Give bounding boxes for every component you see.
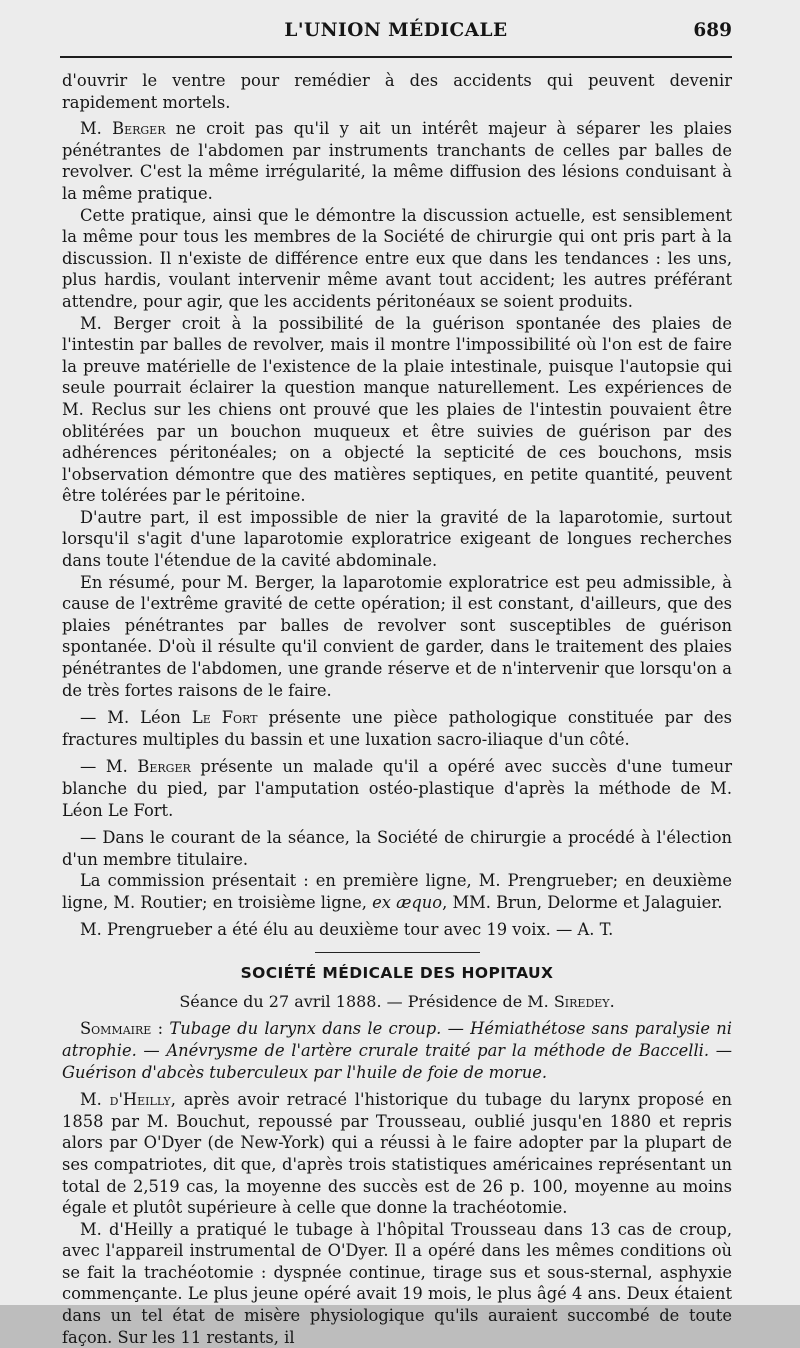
speaker-name: M. Berger <box>80 119 166 139</box>
section-heading: SOCIÉTÉ MÉDICALE DES HOPITAUX <box>240 964 554 983</box>
section-separator <box>315 952 480 953</box>
paragraph-12 <box>62 1089 732 1219</box>
summary-separator: : <box>151 1019 170 1039</box>
article-body <box>62 70 732 1348</box>
paragraph-1: d'ouvrir le ventre pour remédier à des accidents qui peuvent devenir rapidement mortels. <box>62 71 732 112</box>
speaker-name: d'Heilly <box>109 1090 171 1110</box>
president-name: Siredey <box>553 991 610 1011</box>
paragraph-7 <box>62 707 732 750</box>
paragraph-10-text-a: La commission présentait : en première ligne, M. Prengrueber; en deuxième ligne, M. Routier; en troisième ligne, <box>62 871 732 912</box>
speaker-name: Le Fort <box>191 708 258 728</box>
speaker-name: Berger <box>137 757 191 777</box>
paragraph-8-text: présente un malade qu'il a opéré avec succès d'une tumeur blanche du pied, par l'amputation ostéo-plastique d'après la méthode de M. Léon Le Fort. <box>62 757 732 820</box>
running-title: L'UNION MÉDICALE <box>284 20 508 41</box>
paragraph-7-text: présente une pièce pathologique constituée par des fractures multiples du bassin et une luxation sacro-iliaque d'un côté. <box>62 708 733 749</box>
paragraph-4: M. Berger croit à la possibilité de la guérison spontanée des plaies de l'intestin par balles de revolver, mais il montre l'impossibilité où l'on est de faire la preuve matérielle de l'existence de la plaie intestinale, puisque l'autopsie qui seule pourrait éclairer la question manque naturellement. Les expériences de M. Reclus sur les chiens ont prouvé que les plaies de l'intestin pouvaient être oblitérées par un bouchon muqueux et être suivies de guérison par des adhérences péritonéales; on a objecté la septicité de ces bouchons, msis l'observation démontre que des matières septiques, en petite quantité, peuvent être tolérées par le péritoine. <box>62 313 732 506</box>
session-line <box>62 991 732 1013</box>
header-rule <box>60 56 732 58</box>
paragraph-2-text: ne croit pas qu'il y ait un intérêt majeur à séparer les plaies pénétrantes de l'abdomen par instruments tranchants de celles par balles de revolver. C'est la même irrégularité, la même diffusion des lésions conduisant à la même pratique. <box>62 119 732 203</box>
summary <box>62 1018 732 1083</box>
paragraph-12-text: , après avoir retracé l'historique du tubage du larynx proposé en 1858 par M. Bouchut, repoussé par Trousseau, oublié jusqu'en 1880 et repris alors par O'Dyer (de New-York) qui a réussi à le faire adopter par la plupart de ses compatriotes, dit que, d'après trois statistiques américaines représentant un total de 2,519 cas, la moyenne des succès est de 26 p. 100, moyenne au moins égale et plutôt supérieure à celle que donne la trachéotomie. <box>62 1090 733 1218</box>
paragraph-12-lead: M. <box>80 1090 110 1110</box>
paragraph-3: Cette pratique, ainsi que le démontre la discussion actuelle, est sensiblement la même pour tous les membres de la Société de chirurgie qui ont pris part à la discussion. Il n'existe de différence entre eux que dans les tendances : les uns, plus hardis, voulant intervenir même avant tout accident; les autres préférant attendre, pour agir, que les accidents péritonéaux se soient produits. <box>62 205 732 311</box>
page-number: 689 <box>693 20 732 41</box>
page-header <box>60 20 732 48</box>
paragraph-9: — Dans le courant de la séance, la Société de chirurgie a procédé à l'élection d'un membre titulaire. <box>62 828 732 869</box>
summary-text: Tubage du larynx dans le croup. — Hémiathétose sans paralysie ni atrophie. — Anévrysme de l'artère crurale traité par la méthode de Baccelli. — Guérison d'abcès tuberculeux par l'huile de foie de morue. <box>62 1019 733 1082</box>
latin-phrase: ex æquo <box>372 892 443 912</box>
paragraph-6: En résumé, pour M. Berger, la laparotomie exploratrice est peu admissible, à cause de l'extrême gravité de cette opération; il est constant, d'ailleurs, que des plaies pénétrantes par balles de revolver sont susceptibles de guérison spontanée. D'où il résulte qu'il convient de garder, dans le traitement des plaies pénétrantes de l'abdomen, une grande réserve et de n'intervenir que lorsqu'on a de très fortes raisons de le faire. <box>62 572 732 700</box>
paragraph-7-lead: — M. Léon <box>80 708 192 728</box>
session-end: . <box>609 991 615 1011</box>
session-date: Séance du 27 avril 1888. — Présidence de M. <box>179 991 554 1011</box>
paragraph-8-lead: — M. <box>80 757 138 777</box>
paragraph-10 <box>62 870 732 913</box>
paragraph-11: M. Prengrueber a été élu au deuxième tour avec 19 voix. — A. T. <box>80 919 614 939</box>
paragraph-10-text-b: , MM. Brun, Delorme et Jalaguier. <box>442 892 723 912</box>
paragraph-2 <box>62 118 732 204</box>
paragraph-13: M. d'Heilly a pratiqué le tubage à l'hôpital Trousseau dans 13 cas de croup, avec l'appareil instrumental de O'Dyer. Il a opéré dans les mêmes conditions où se fait la trachéotomie : dyspnée continue, tirage sus et sous-sternal, asphyxie commençante. Le plus jeune opéré avait 19 mois, le plus âgé 4 ans. Deux étaient dans un tel état de misère physiologique qu'ils auraient succombé de toute façon. Sur les 11 restants, il <box>62 1219 732 1347</box>
paragraph-8 <box>62 756 732 821</box>
paragraph-5: D'autre part, il est impossible de nier la gravité de la laparotomie, surtout lorsqu'il s'agit d'une laparotomie exploratrice exigeant de longues recherches dans toute l'étendue de la cavité abdominale. <box>62 507 732 571</box>
summary-label: Sommaire <box>80 1019 152 1039</box>
